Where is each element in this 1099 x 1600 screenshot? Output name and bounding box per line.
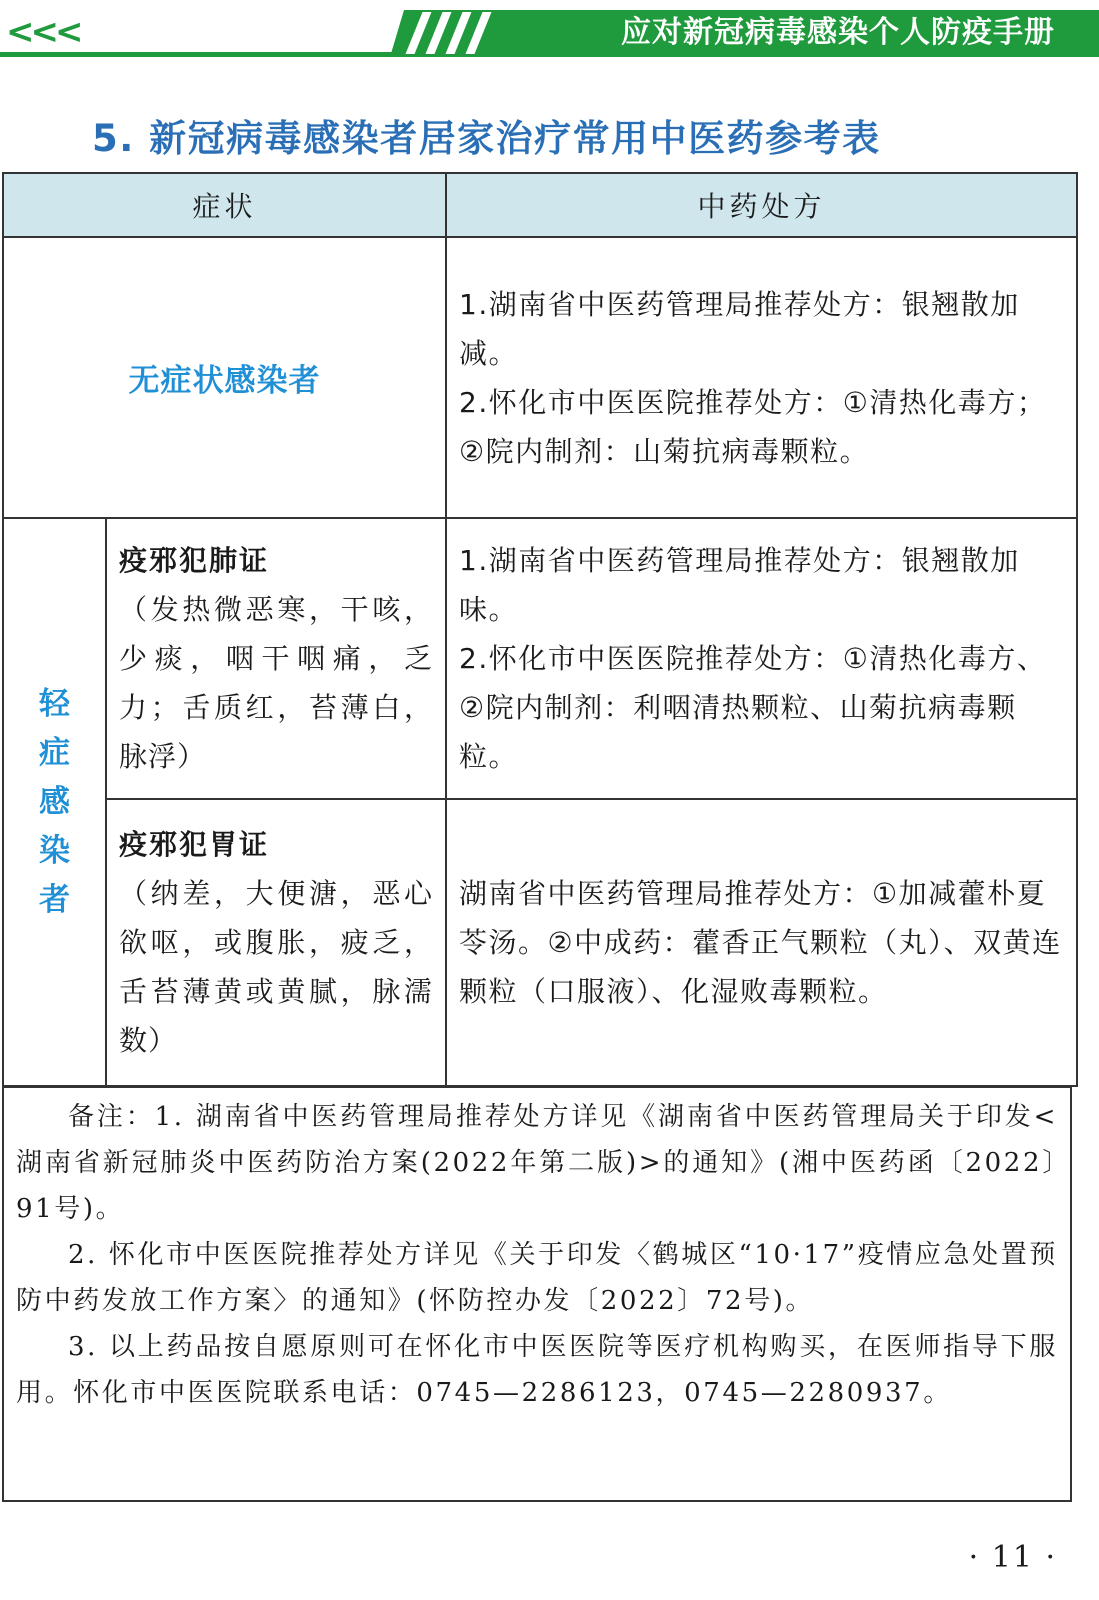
stripes-decoration [400,12,500,54]
tcm-reference-table [2,172,1078,1087]
prescription-line: 2.怀化市中医医院推荐处方：①清热化毒方、②院内制剂：利咽清热颗粒、山菊抗病毒颗粒。 [459,642,1047,773]
header-banner [0,0,1099,62]
symptom-cell [106,518,446,799]
syndrome-description: （纳差，大便溏，恶心欲呕，或腹胀，疲乏，舌苔薄黄或黄腻，脉濡数） [119,877,434,1057]
table-row [3,518,1077,799]
syndrome-description: （发热微恶寒，干咳，少痰，咽干咽痛，乏力；舌质红，苔薄白，脉浮） [119,593,434,773]
page-number: · 11 · [968,1540,1057,1575]
category-char: 症 [39,734,70,771]
note-item: 2. 怀化市中医医院推荐处方详见《关于印发〈鹤城区“10·17”疫情应急处置预防中药发放工作方案〉的通知》(怀防控办发〔2022〕72号)。 [16,1240,1058,1316]
column-header-prescription: 中药处方 [446,173,1077,237]
category-char: 轻 [39,685,70,722]
page-title: 5. 新冠病毒感染者居家治疗常用中医药参考表 [92,117,881,160]
prescription-line: 1.湖南省中医药管理局推荐处方：银翘散加味。 [459,544,1020,626]
note-item: 备注：1. 湖南省中医药管理局推荐处方详见《湖南省中医药管理局关于印发<湖南省新冠肺炎中医药防治方案(2022年第二版)>的通知》(湘中医药函〔2022〕91号)。 [16,1102,1058,1224]
table-header-row [3,173,1077,237]
category-mild [3,518,106,1086]
prescription-cell [446,237,1077,518]
column-header-symptom: 症状 [3,173,446,237]
prescription-line: 湖南省中医药管理局推荐处方：①加减藿朴夏苓汤。②中成药：藿香正气颗粒（丸）、双黄连颗粒（口服液）、化湿败毒颗粒。 [459,877,1062,1008]
category-char: 感 [39,783,70,820]
note-item: 3. 以上药品按自愿原则可在怀化市中医医院等医疗机构购买，在医师指导下服用。怀化市中医医院联系电话：0745—2286123，0745—2280937。 [16,1332,1058,1408]
category-char: 染 [39,832,70,869]
chevron-left-icon: <<< [6,12,80,52]
prescription-cell [446,518,1077,799]
table-row [3,799,1077,1086]
table-row [3,237,1077,518]
book-title: 应对新冠病毒感染个人防疫手册 [621,15,1055,50]
prescription-cell [446,799,1077,1086]
syndrome-name: 疫邪犯胃证 [119,828,270,861]
notes-box [2,1086,1072,1502]
syndrome-name: 疫邪犯肺证 [119,544,270,577]
category-asymptomatic: 无症状感染者 [3,237,446,518]
category-char: 者 [39,881,70,918]
symptom-cell [106,799,446,1086]
prescription-line: 2.怀化市中医医院推荐处方：①清热化毒方；②院内制剂：山菊抗病毒颗粒。 [459,385,1047,468]
prescription-line: 1.湖南省中医药管理局推荐处方：银翘散加减。 [459,287,1020,370]
